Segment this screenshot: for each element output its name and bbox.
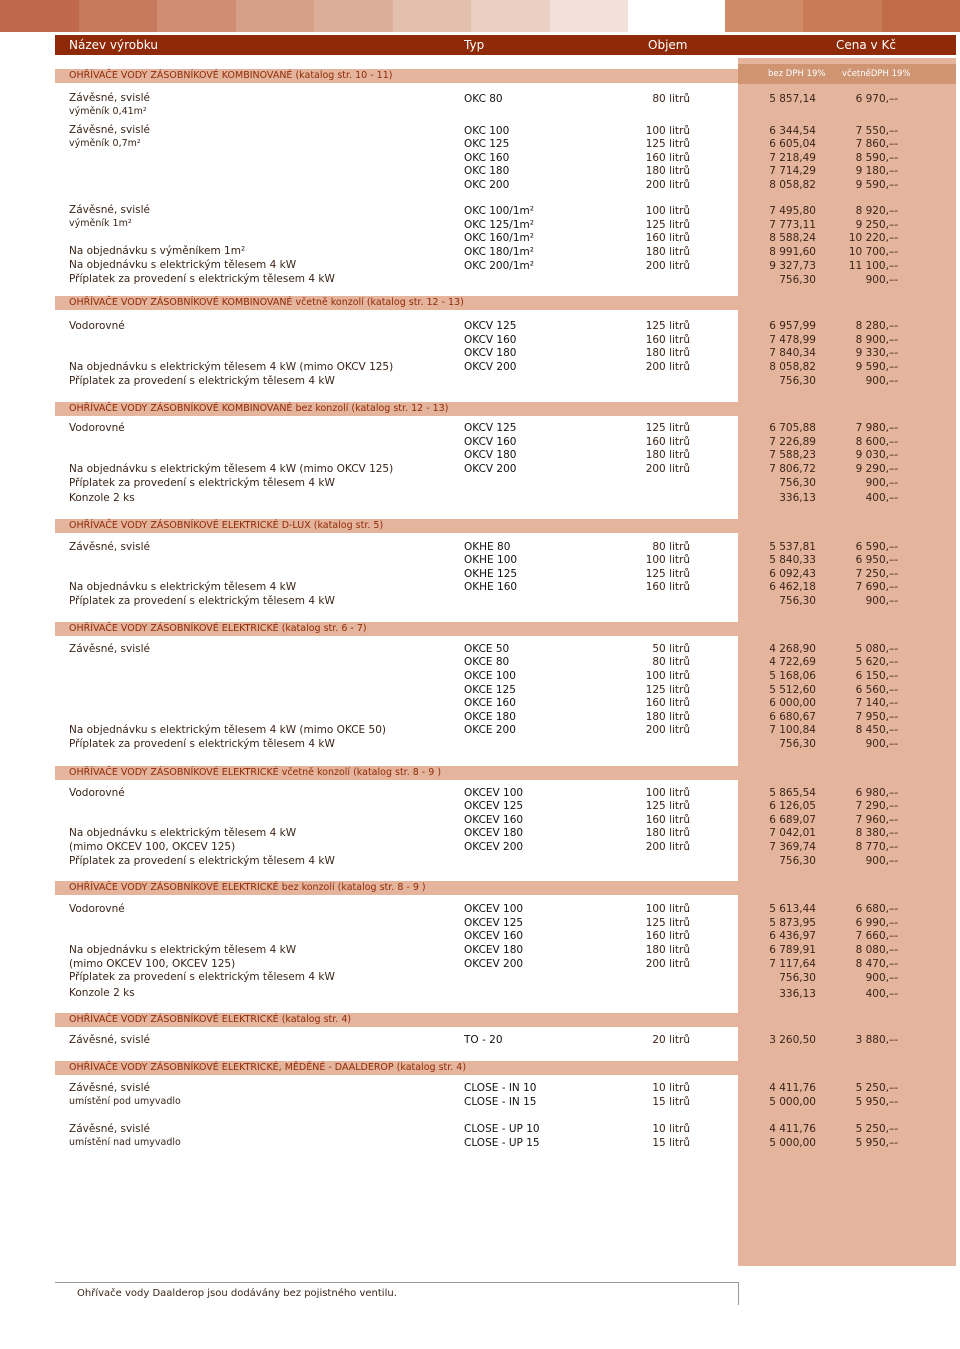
product-volume: 50 litrů [652, 643, 690, 655]
product-type: OKCV 160 [464, 334, 517, 346]
price-with-vat: 8 380,–- [855, 827, 898, 839]
price-without-vat: 5 000,00 [769, 1096, 816, 1108]
section-title: OHŘÍVAČE VODY ZÁSOBNÍKOVÉ KOMBINOVANÉ včetně konzolí (katalog str. 12 - 13) [69, 297, 464, 308]
product-volume: 125 litrů [645, 568, 690, 580]
price-with-vat: 7 980,–- [855, 422, 898, 434]
price-with-vat: 7 660,–- [855, 930, 898, 942]
price-without-vat: 6 462,18 [769, 581, 816, 593]
product-type: OKCV 180 [464, 347, 517, 359]
product-volume: 80 litrů [652, 656, 690, 668]
price-with-vat: 400,–- [865, 492, 898, 504]
price-with-vat: 900,–- [865, 477, 898, 489]
product-volume: 10 litrů [652, 1082, 690, 1094]
price-without-vat: 8 991,60 [769, 246, 816, 258]
product-type: OKCV 160 [464, 436, 517, 448]
price-without-vat: 6 344,54 [769, 125, 816, 137]
section-header [55, 622, 738, 636]
price-with-vat: 10 700,–- [848, 246, 898, 258]
section-title: OHŘÍVAČE VODY ZÁSOBNÍKOVÉ ELEKTRICKÉ D-LUX (katalog str. 5) [69, 520, 384, 531]
section-header [55, 402, 738, 416]
product-type: OKCEV 125 [464, 800, 524, 812]
product-description: Konzole 2 ks [69, 492, 135, 504]
product-description: Závěsné, svislé [69, 541, 151, 553]
product-volume: 100 litrů [645, 787, 690, 799]
header-price: Cena v Kč [836, 38, 896, 52]
price-with-vat: 7 250,–- [855, 568, 898, 580]
section-title: OHŘÍVAČE VODY ZÁSOBNÍKOVÉ ELEKTRICKÉ (katalog str. 4) [69, 1014, 352, 1025]
product-volume: 10 litrů [652, 1123, 690, 1135]
product-volume: 15 litrů [652, 1137, 690, 1149]
price-with-vat: 6 680,–- [855, 903, 898, 915]
product-volume: 200 litrů [645, 463, 690, 475]
header-type: Typ [464, 38, 485, 52]
product-volume: 160 litrů [645, 581, 690, 593]
product-type: OKC 125/1m² [464, 219, 534, 231]
price-without-vat: 7 369,74 [769, 841, 816, 853]
product-type: OKHE 160 [464, 581, 518, 593]
price-without-vat: 6 689,07 [769, 814, 816, 826]
price-without-vat: 9 327,73 [769, 260, 816, 272]
price-with-vat: 6 950,–- [855, 554, 898, 566]
price-with-vat: 7 690,–- [855, 581, 898, 593]
product-type: OKCV 200 [464, 463, 517, 475]
price-without-vat: 756,30 [779, 477, 816, 489]
price-with-vat: 9 250,–- [855, 219, 898, 231]
price-with-vat: 5 250,–- [855, 1123, 898, 1135]
product-description: Závěsné, svislé [69, 643, 151, 655]
product-volume: 100 litrů [645, 554, 690, 566]
product-description: umístění nad umyvadlo [69, 1137, 181, 1148]
price-without-vat: 7 042,01 [769, 827, 816, 839]
product-volume: 160 litrů [645, 697, 690, 709]
price-with-vat: 6 980,–- [855, 787, 898, 799]
price-without-vat: 4 411,76 [769, 1082, 816, 1094]
section-title: OHŘÍVAČE VODY ZÁSOBNÍKOVÉ KOMBINOVANÉ (katalog str. 10 - 11) [69, 70, 393, 81]
price-with-vat: 900,–- [865, 274, 898, 286]
price-without-vat: 336,13 [779, 988, 816, 1000]
product-volume: 160 litrů [645, 930, 690, 942]
price-without-vat: 6 000,00 [769, 697, 816, 709]
price-without-vat: 3 260,50 [769, 1034, 816, 1046]
section-header [55, 1013, 738, 1027]
product-volume: 80 litrů [652, 541, 690, 553]
product-description: (mimo OKCEV 100, OKCEV 125) [69, 841, 236, 853]
price-with-vat: 3 880,–- [855, 1034, 898, 1046]
decorative-gradient-bar [0, 0, 960, 32]
price-without-vat: 6 957,99 [769, 320, 816, 332]
section-header [55, 519, 738, 533]
product-volume: 125 litrů [645, 320, 690, 332]
price-without-vat: 4 411,76 [769, 1123, 816, 1135]
product-volume: 200 litrů [645, 724, 690, 736]
product-description: Příplatek za provedení s elektrickým tělesem 4 kW [69, 477, 335, 489]
product-description: Vodorovné [69, 903, 125, 915]
price-with-vat: 7 950,–- [855, 711, 898, 723]
price-with-vat: 5 620,–- [855, 656, 898, 668]
price-with-vat: 6 990,–- [855, 917, 898, 929]
product-description: Na objednávku s výměníkem 1m² [69, 245, 246, 257]
price-without-vat: 7 218,49 [769, 152, 816, 164]
price-without-vat: 7 478,99 [769, 334, 816, 346]
price-with-vat: 6 560,–- [855, 684, 898, 696]
product-volume: 160 litrů [645, 436, 690, 448]
price-without-vat: 6 705,88 [769, 422, 816, 434]
section-header [55, 69, 738, 83]
price-with-vat: 7 550,–- [855, 125, 898, 137]
product-volume: 125 litrů [645, 800, 690, 812]
product-description: (mimo OKCEV 100, OKCEV 125) [69, 958, 236, 970]
section-title: OHŘÍVAČE VODY ZÁSOBNÍKOVÉ ELEKTRICKÉ (katalog str. 6 - 7) [69, 623, 367, 634]
price-without-vat: 5 840,33 [769, 554, 816, 566]
product-description: Vodorovné [69, 422, 125, 434]
product-volume: 20 litrů [652, 1034, 690, 1046]
price-without-vat: 8 588,24 [769, 232, 816, 244]
price-with-vat: 7 290,–- [855, 800, 898, 812]
price-with-vat: 9 330,–- [855, 347, 898, 359]
product-description: Na objednávku s elektrickým tělesem 4 kW [69, 259, 297, 271]
price-without-vat: 5 512,60 [769, 684, 816, 696]
price-with-vat: 8 920,–- [855, 205, 898, 217]
price-with-vat: 8 450,–- [855, 724, 898, 736]
price-with-vat: 7 140,–- [855, 697, 898, 709]
section-title: OHŘÍVAČE VODY ZÁSOBNÍKOVÉ KOMBINOVANÉ bez konzolí (katalog str. 12 - 13) [69, 403, 449, 414]
product-type: OKCE 80 [464, 656, 510, 668]
price-with-vat: 900,–- [865, 972, 898, 984]
price-without-vat: 5 613,44 [769, 903, 816, 915]
price-with-vat: 8 590,–- [855, 152, 898, 164]
price-with-vat: 900,–- [865, 738, 898, 750]
section-header [55, 766, 738, 780]
price-with-vat: 5 950,–- [855, 1096, 898, 1108]
price-subheader [738, 64, 956, 84]
price-with-vat: 6 590,–- [855, 541, 898, 553]
product-description: Příplatek za provedení s elektrickým tělesem 4 kW [69, 855, 335, 867]
product-description: Příplatek za provedení s elektrickým tělesem 4 kW [69, 971, 335, 983]
footnote-box [55, 1282, 739, 1305]
product-type: OKCE 50 [464, 643, 510, 655]
product-description: Na objednávku s elektrickým tělesem 4 kW (mimo OKCV 125) [69, 463, 394, 475]
product-volume: 125 litrů [645, 684, 690, 696]
product-type: CLOSE - IN 10 [464, 1082, 537, 1094]
price-without-vat: 7 840,34 [769, 347, 816, 359]
price-with-vat: 9 290,–- [855, 463, 898, 475]
product-type: OKCEV 200 [464, 841, 524, 853]
price-without-vat: 8 058,82 [769, 361, 816, 373]
section-title: OHŘÍVAČE VODY ZÁSOBNÍKOVÉ ELEKTRICKÉ včetně konzolí (katalog str. 8 - 9 ) [69, 767, 442, 778]
product-type: OKC 200 [464, 179, 510, 191]
price-without-vat: 756,30 [779, 274, 816, 286]
product-description: Příplatek za provedení s elektrickým tělesem 4 kW [69, 738, 335, 750]
product-type: OKCEV 160 [464, 814, 524, 826]
product-description: Závěsné, svislé [69, 124, 151, 136]
price-with-vat: 6 150,–- [855, 670, 898, 682]
price-with-vat: 5 250,–- [855, 1082, 898, 1094]
product-description: Vodorovné [69, 320, 125, 332]
price-without-vat: 6 092,43 [769, 568, 816, 580]
product-volume: 125 litrů [645, 422, 690, 434]
product-volume: 160 litrů [645, 152, 690, 164]
price-with-vat: 5 080,–- [855, 643, 898, 655]
product-description: Na objednávku s elektrickým tělesem 4 kW (mimo OKCE 50) [69, 724, 386, 736]
price-with-vat: 900,–- [865, 375, 898, 387]
section-header [55, 1061, 738, 1075]
product-description: Příplatek za provedení s elektrickým tělesem 4 kW [69, 595, 335, 607]
price-without-vat: 756,30 [779, 595, 816, 607]
price-without-vat: 7 117,64 [769, 958, 816, 970]
product-description: umístění pod umyvadlo [69, 1096, 181, 1107]
price-without-vat: 756,30 [779, 375, 816, 387]
product-type: OKC 180/1m² [464, 246, 534, 258]
table-header [55, 35, 956, 55]
price-with-vat: 900,–- [865, 855, 898, 867]
price-with-vat: 8 280,–- [855, 320, 898, 332]
section-header [55, 296, 738, 310]
product-description: Konzole 2 ks [69, 987, 135, 999]
price-without-vat: 7 714,29 [769, 165, 816, 177]
product-volume: 180 litrů [645, 165, 690, 177]
price-without-vat: 4 722,69 [769, 656, 816, 668]
product-type: CLOSE - UP 15 [464, 1137, 540, 1149]
product-type: OKCV 180 [464, 449, 517, 461]
price-without-vat: 6 789,91 [769, 944, 816, 956]
product-type: OKCEV 125 [464, 917, 524, 929]
product-volume: 200 litrů [645, 179, 690, 191]
price-without-vat: 756,30 [779, 738, 816, 750]
product-volume: 100 litrů [645, 125, 690, 137]
product-description: Příplatek za provedení s elektrickým tělesem 4 kW [69, 273, 335, 285]
product-description: výměník 0,7m² [69, 138, 141, 149]
price-without-vat: 4 268,90 [769, 643, 816, 655]
product-volume: 200 litrů [645, 958, 690, 970]
price-without-vat: 5 168,06 [769, 670, 816, 682]
product-volume: 125 litrů [645, 219, 690, 231]
product-volume: 180 litrů [645, 449, 690, 461]
product-type: OKCEV 160 [464, 930, 524, 942]
price-with-vat: 5 950,–- [855, 1137, 898, 1149]
price-without-vat: 6 680,67 [769, 711, 816, 723]
product-type: OKCEV 180 [464, 827, 524, 839]
product-volume: 200 litrů [645, 361, 690, 373]
product-volume: 160 litrů [645, 334, 690, 346]
product-type: OKHE 80 [464, 541, 511, 553]
product-type: OKCE 125 [464, 684, 516, 696]
price-without-vat: 7 100,84 [769, 724, 816, 736]
product-description: Závěsné, svislé [69, 204, 151, 216]
product-volume: 200 litrů [645, 260, 690, 272]
product-description: Na objednávku s elektrickým tělesem 4 kW (mimo OKCV 125) [69, 361, 394, 373]
price-with-vat: 9 180,–- [855, 165, 898, 177]
section-title: OHŘÍVAČE VODY ZÁSOBNÍKOVÉ ELEKTRICKÉ, MĚDĚNÉ - DAALDEROP (katalog str. 4) [69, 1062, 467, 1073]
product-volume: 160 litrů [645, 232, 690, 244]
product-type: OKCV 125 [464, 422, 517, 434]
price-without-vat: 6 436,97 [769, 930, 816, 942]
product-type: OKC 180 [464, 165, 510, 177]
product-description: výměník 1m² [69, 218, 132, 229]
product-description: Vodorovné [69, 787, 125, 799]
product-volume: 160 litrů [645, 814, 690, 826]
price-without-vat: 7 773,11 [769, 219, 816, 231]
product-type: OKCE 160 [464, 697, 516, 709]
section-title: OHŘÍVAČE VODY ZÁSOBNÍKOVÉ ELEKTRICKÉ bez konzolí (katalog str. 8 - 9 ) [69, 882, 426, 893]
price-with-vat: 9 590,–- [855, 179, 898, 191]
price-without-vat: 5 873,95 [769, 917, 816, 929]
product-type: OKCE 100 [464, 670, 516, 682]
product-description: Závěsné, svislé [69, 1082, 151, 1094]
product-type: CLOSE - UP 10 [464, 1123, 540, 1135]
product-volume: 15 litrů [652, 1096, 690, 1108]
product-volume: 125 litrů [645, 138, 690, 150]
product-description: výměník 0,41m² [69, 106, 147, 117]
price-without-vat: 5 857,14 [769, 93, 816, 105]
price-with-vat: 9 030,–- [855, 449, 898, 461]
product-type: CLOSE - IN 15 [464, 1096, 537, 1108]
product-type: OKCV 200 [464, 361, 517, 373]
section-header [55, 881, 738, 895]
header-volume: Objem [648, 38, 688, 52]
price-with-vat: 11 100,–- [848, 260, 898, 272]
product-type: OKC 100 [464, 125, 510, 137]
product-type: OKC 200/1m² [464, 260, 534, 272]
header-product-name: Název výrobku [69, 38, 158, 52]
product-volume: 180 litrů [645, 711, 690, 723]
price-with-vat: 7 960,–- [855, 814, 898, 826]
product-description: Na objednávku s elektrickým tělesem 4 kW [69, 827, 297, 839]
product-type: OKC 80 [464, 93, 503, 105]
price-without-vat: 8 058,82 [769, 179, 816, 191]
price-without-vat: 7 495,80 [769, 205, 816, 217]
price-without-vat: 5 865,54 [769, 787, 816, 799]
product-description: Závěsné, svislé [69, 1123, 151, 1135]
product-description: Na objednávku s elektrickým tělesem 4 kW [69, 581, 297, 593]
price-with-vat: 6 970,–- [855, 93, 898, 105]
product-description: Závěsné, svislé [69, 92, 151, 104]
product-type: TO - 20 [464, 1034, 503, 1046]
price-with-vat: 8 770,–- [855, 841, 898, 853]
product-volume: 100 litrů [645, 205, 690, 217]
product-type: OKCEV 200 [464, 958, 524, 970]
product-type: OKC 160 [464, 152, 510, 164]
product-type: OKCEV 180 [464, 944, 524, 956]
price-without-vat: 5 000,00 [769, 1137, 816, 1149]
product-type: OKCEV 100 [464, 903, 524, 915]
product-description: Příplatek za provedení s elektrickým tělesem 4 kW [69, 375, 335, 387]
price-without-vat: 7 226,89 [769, 436, 816, 448]
price-without-vat: 7 588,23 [769, 449, 816, 461]
price-with-vat: 7 860,–- [855, 138, 898, 150]
price-without-vat: 336,13 [779, 492, 816, 504]
product-type: OKHE 125 [464, 568, 518, 580]
product-volume: 200 litrů [645, 841, 690, 853]
price-with-vat: 900,–- [865, 595, 898, 607]
product-volume: 80 litrů [652, 93, 690, 105]
price-without-vat: 5 537,81 [769, 541, 816, 553]
price-without-vat: 6 605,04 [769, 138, 816, 150]
price-with-vat: 10 220,–- [848, 232, 898, 244]
product-type: OKCE 180 [464, 711, 516, 723]
product-description: Na objednávku s elektrickým tělesem 4 kW [69, 944, 297, 956]
price-with-vat: 8 900,–- [855, 334, 898, 346]
price-with-vat-label: včetněDPH 19% [842, 69, 911, 79]
product-type: OKC 125 [464, 138, 510, 150]
price-without-vat: 756,30 [779, 972, 816, 984]
price-with-vat: 8 600,–- [855, 436, 898, 448]
price-without-vat: 7 806,72 [769, 463, 816, 475]
price-with-vat: 9 590,–- [855, 361, 898, 373]
price-with-vat: 8 470,–- [855, 958, 898, 970]
price-without-vat: 756,30 [779, 855, 816, 867]
product-volume: 100 litrů [645, 903, 690, 915]
product-type: OKC 100/1m² [464, 205, 534, 217]
product-type: OKCEV 100 [464, 787, 524, 799]
product-volume: 180 litrů [645, 347, 690, 359]
product-type: OKCV 125 [464, 320, 517, 332]
product-volume: 180 litrů [645, 246, 690, 258]
product-volume: 180 litrů [645, 827, 690, 839]
price-with-vat: 400,–- [865, 988, 898, 1000]
product-type: OKC 160/1m² [464, 232, 534, 244]
product-volume: 125 litrů [645, 917, 690, 929]
product-type: OKHE 100 [464, 554, 518, 566]
product-description: Závěsné, svislé [69, 1034, 151, 1046]
product-volume: 100 litrů [645, 670, 690, 682]
product-volume: 180 litrů [645, 944, 690, 956]
price-without-vat-label: bez DPH 19% [768, 69, 826, 79]
footnote-text: Ohřívače vody Daalderop jsou dodávány bez pojistného ventilu. [77, 1288, 397, 1299]
price-with-vat: 8 080,–- [855, 944, 898, 956]
price-without-vat: 6 126,05 [769, 800, 816, 812]
product-type: OKCE 200 [464, 724, 516, 736]
